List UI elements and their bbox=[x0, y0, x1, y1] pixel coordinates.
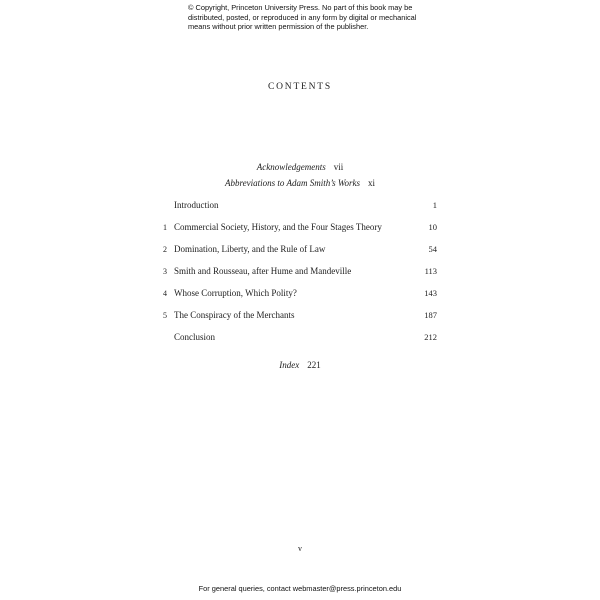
chapter-page: 10 bbox=[428, 222, 437, 232]
chapter-page: 212 bbox=[424, 332, 437, 342]
toc-entry-chapter-4 bbox=[155, 288, 437, 302]
chapter-page: 1 bbox=[432, 200, 437, 210]
footer-contact: For general queries, contact webmaster@press.princeton.edu bbox=[198, 584, 402, 593]
toc-entry-chapter-3 bbox=[155, 266, 437, 280]
back-matter-entry-index bbox=[0, 360, 600, 370]
chapter-number: 1 bbox=[163, 223, 167, 232]
chapter-title: Smith and Rousseau, after Hume and Mandeville bbox=[174, 266, 352, 276]
chapter-title: Introduction bbox=[174, 200, 219, 210]
entry-title: Abbreviations to Adam Smith’s Works bbox=[224, 178, 360, 188]
chapter-title: Commercial Society, History, and the Four Stages Theory bbox=[174, 222, 382, 232]
toc-entry-conclusion bbox=[155, 332, 437, 346]
chapter-number: 4 bbox=[163, 289, 167, 298]
copyright-notice: © Copyright, Princeton University Press. No part of this book may be distributed, posted, or reproduced in any form by digital or mechanical means without prior written permission of the publisher. bbox=[188, 3, 417, 32]
front-matter-entry-acknowledgements bbox=[0, 162, 600, 172]
chapter-page: 187 bbox=[424, 310, 437, 320]
contents-heading: CONTENTS bbox=[267, 82, 332, 92]
chapter-title: Domination, Liberty, and the Rule of Law bbox=[174, 244, 326, 254]
entry-page: 221 bbox=[307, 360, 321, 370]
chapter-number: 5 bbox=[163, 311, 167, 320]
toc-entry-introduction bbox=[155, 200, 437, 214]
chapter-number: 3 bbox=[163, 267, 167, 276]
chapter-title: Whose Corruption, Which Polity? bbox=[174, 288, 297, 298]
toc-entry-chapter-1 bbox=[155, 222, 437, 236]
front-matter-entry-abbreviations bbox=[0, 178, 600, 188]
toc-entry-chapter-2 bbox=[155, 244, 437, 258]
page-folio: v bbox=[298, 544, 302, 553]
entry-title: Acknowledgements bbox=[256, 162, 326, 172]
chapter-number: 2 bbox=[163, 245, 167, 254]
chapter-page: 143 bbox=[424, 288, 437, 298]
entry-page: vii bbox=[333, 162, 344, 172]
chapter-title: The Conspiracy of the Merchants bbox=[174, 310, 295, 320]
chapter-page: 113 bbox=[424, 266, 437, 276]
entry-title: Index bbox=[279, 360, 300, 370]
entry-page: xi bbox=[368, 178, 376, 188]
chapter-page: 54 bbox=[428, 244, 437, 254]
toc-entry-chapter-5 bbox=[155, 310, 437, 324]
chapter-title: Conclusion bbox=[174, 332, 216, 342]
